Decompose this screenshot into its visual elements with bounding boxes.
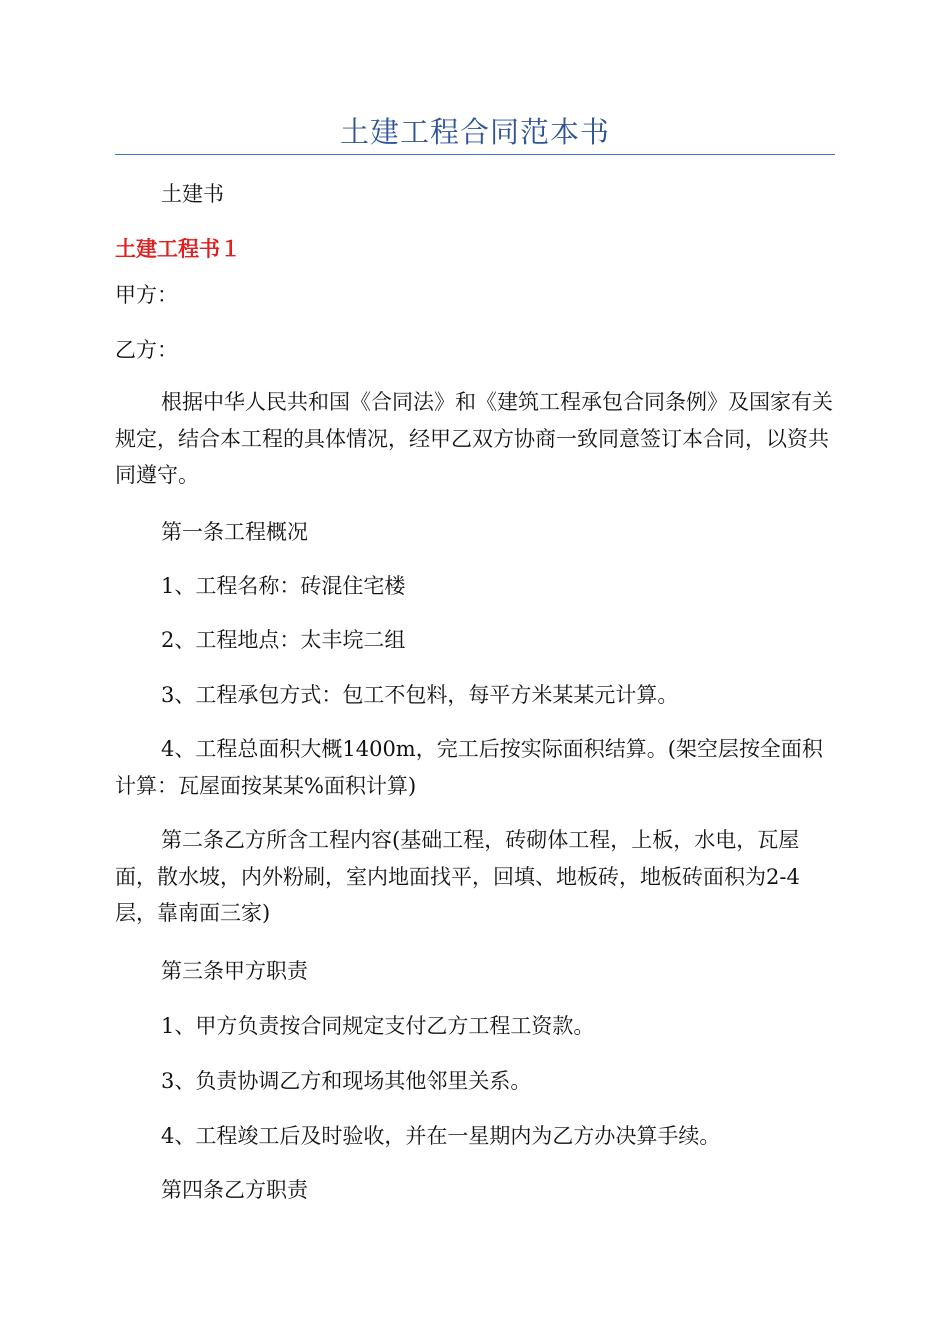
article-3-item-1: 1、甲方负责按合同规定支付乙方工程工资款。	[161, 1014, 595, 1038]
article-1-item-2: 2、工程地点：太丰垸二组	[161, 628, 406, 652]
document-title: 土建工程合同范本书	[339, 115, 610, 149]
article-1-item-3: 3、工程承包方式：包工不包料，每平方米某某元计算。	[161, 683, 679, 707]
article-1-item-4: 4、工程总面积大概1400m，完工后按实际面积结算。(架空层按全面积计算：瓦屋面按某某%面积计算)	[115, 737, 823, 798]
article-3-item-3: 4、工程竣工后及时验收，并在一星期内为乙方办决算手续。	[161, 1124, 721, 1148]
subtitle: 土建书	[161, 182, 224, 206]
party-a-label: 甲方：	[115, 283, 178, 307]
title-underline	[115, 154, 835, 155]
party-b-label: 乙方：	[115, 338, 178, 362]
preamble-paragraph: 根据中华人民共和国《合同法》和《建筑工程承包合同条例》及国家有关规定，结合本工程的具体情况，经甲乙双方协商一致同意签订本合同，以资共同遵守。	[115, 390, 833, 487]
article-4-title: 第四条乙方职责	[161, 1178, 308, 1202]
article-1-title: 第一条工程概况	[161, 520, 308, 544]
article-2-title: 第二条乙方所含工程内容(基础工程，砖砌体工程，上板，水电，瓦屋面，散水坡，内外粉刷，室内地面找平，回填、地板砖，地板砖面积为2-4层，靠南面三家)	[115, 828, 800, 925]
section-heading: 土建工程书１	[115, 237, 241, 261]
article-1-item-1: 1、工程名称：砖混住宅楼	[161, 574, 406, 598]
article-3-item-2: 3、负责协调乙方和现场其他邻里关系。	[161, 1069, 532, 1093]
article-3-title: 第三条甲方职责	[161, 959, 308, 983]
